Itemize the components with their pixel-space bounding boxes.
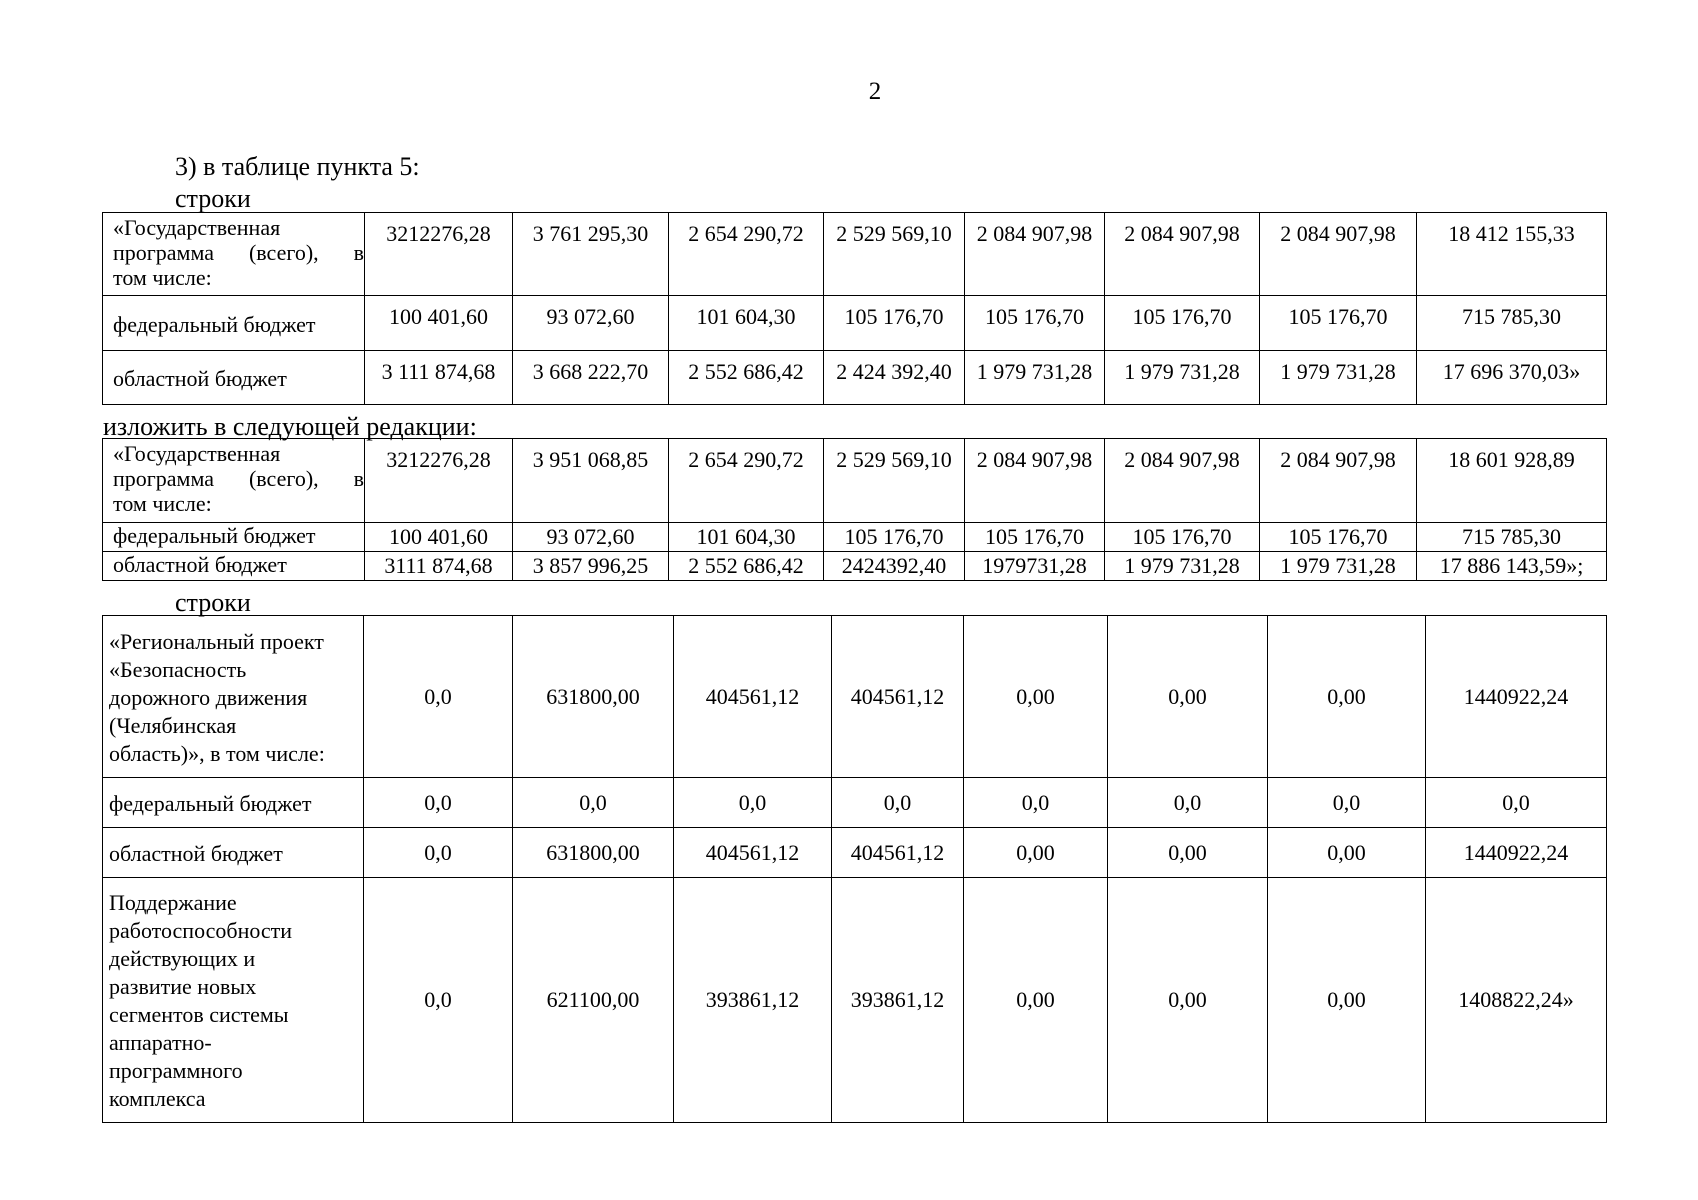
cell-value: 93 072,60 <box>513 296 669 351</box>
cell-value: 0,0 <box>364 616 513 778</box>
page-number: 2 <box>868 78 882 105</box>
cell-value: 2 654 290,72 <box>669 213 824 296</box>
table-row <box>103 439 1607 523</box>
cell-value: 631800,00 <box>513 616 674 778</box>
cell-value: 0,00 <box>964 878 1108 1123</box>
cell-value: 2 424 392,40 <box>824 351 965 405</box>
cell-value: 393861,12 <box>674 878 832 1123</box>
cell-value: 2 654 290,72 <box>669 439 824 523</box>
cell-value: 0,00 <box>1108 616 1268 778</box>
cell-value: 3111 874,68 <box>365 552 513 581</box>
cell-value: 393861,12 <box>832 878 964 1123</box>
cell-value: 2 084 907,98 <box>1105 439 1260 523</box>
cell-value: 715 785,30 <box>1417 523 1607 552</box>
cell-value: 0,00 <box>1268 828 1426 878</box>
cell-value: 101 604,30 <box>669 296 824 351</box>
cell-value: 2 084 907,98 <box>1105 213 1260 296</box>
cell-value: 1979731,28 <box>965 552 1105 581</box>
cell-value: 2 084 907,98 <box>965 213 1105 296</box>
cell-value: 2 552 686,42 <box>669 351 824 405</box>
cell-value: 105 176,70 <box>1105 523 1260 552</box>
row-label: областной бюджет <box>103 552 365 581</box>
cell-value: 0,0 <box>1108 778 1268 828</box>
cell-value: 0,00 <box>1268 878 1426 1123</box>
cell-value: 0,0 <box>364 778 513 828</box>
cell-value: 0,0 <box>1268 778 1426 828</box>
cell-value: 404561,12 <box>674 828 832 878</box>
cell-value: 0,00 <box>1108 878 1268 1123</box>
intro-text: 3) в таблице пункта 5: <box>175 152 420 181</box>
cell-value: 18 601 928,89 <box>1417 439 1607 523</box>
cell-value: 2 529 569,10 <box>824 213 965 296</box>
cell-value: 2 552 686,42 <box>669 552 824 581</box>
cell-value: 0,0 <box>832 778 964 828</box>
cell-value: 621100,00 <box>513 878 674 1123</box>
rows-label-2: строки <box>175 588 251 617</box>
cell-value: 105 176,70 <box>1260 296 1417 351</box>
table-row <box>103 523 1607 552</box>
cell-value: 105 176,70 <box>965 296 1105 351</box>
cell-value: 101 604,30 <box>669 523 824 552</box>
cell-value: 631800,00 <box>513 828 674 878</box>
rows-label-1: строки <box>175 184 251 213</box>
cell-value: 2 084 907,98 <box>1260 213 1417 296</box>
cell-value: 2 529 569,10 <box>824 439 965 523</box>
table-regional-project <box>102 615 1607 1123</box>
table-row <box>103 616 1607 778</box>
table-row <box>103 351 1607 405</box>
cell-value: 3 761 295,30 <box>513 213 669 296</box>
cell-value: 1 979 731,28 <box>1105 351 1260 405</box>
cell-value: 404561,12 <box>832 616 964 778</box>
table-old-values <box>102 212 1607 405</box>
row-label: «Государственная программа (всего), в том числе: <box>103 213 365 296</box>
cell-value: 0,00 <box>1108 828 1268 878</box>
table-row <box>103 778 1607 828</box>
cell-value: 1 979 731,28 <box>1260 351 1417 405</box>
table-row <box>103 213 1607 296</box>
cell-value: 105 176,70 <box>1105 296 1260 351</box>
cell-value: 1440922,24 <box>1426 828 1607 878</box>
replace-text: изложить в следующей редакции: <box>103 412 477 441</box>
cell-value: 93 072,60 <box>513 523 669 552</box>
cell-value: 0,0 <box>513 778 674 828</box>
row-label: «Региональный проект «Безопасность дорожного движения (Челябинская область)», в том числе: <box>103 616 364 778</box>
cell-value: 0,0 <box>964 778 1108 828</box>
cell-value: 0,0 <box>674 778 832 828</box>
cell-value: 105 176,70 <box>824 296 965 351</box>
cell-value: 100 401,60 <box>365 523 513 552</box>
cell-value: 0,00 <box>1268 616 1426 778</box>
cell-value: 404561,12 <box>832 828 964 878</box>
cell-value: 0,0 <box>1426 778 1607 828</box>
cell-value: 1 979 731,28 <box>965 351 1105 405</box>
cell-value: 2 084 907,98 <box>1260 439 1417 523</box>
table-row <box>103 828 1607 878</box>
cell-value: 105 176,70 <box>824 523 965 552</box>
table-row <box>103 296 1607 351</box>
cell-value: 3 951 068,85 <box>513 439 669 523</box>
cell-value: 18 412 155,33 <box>1417 213 1607 296</box>
cell-value: 0,0 <box>364 828 513 878</box>
table-row <box>103 878 1607 1123</box>
cell-value: 2424392,40 <box>824 552 965 581</box>
cell-value: 17 886 143,59»; <box>1417 552 1607 581</box>
row-label: Поддержание работоспособности действующих и развитие новых сегментов системы аппаратно- программного комплекса <box>103 878 364 1123</box>
row-label: «Государственная программа (всего), в том числе: <box>103 439 365 523</box>
cell-value: 0,00 <box>964 828 1108 878</box>
cell-value: 404561,12 <box>674 616 832 778</box>
cell-value: 100 401,60 <box>365 296 513 351</box>
cell-value: 3 857 996,25 <box>513 552 669 581</box>
cell-value: 17 696 370,03» <box>1417 351 1607 405</box>
table-row <box>103 552 1607 581</box>
cell-value: 1440922,24 <box>1426 616 1607 778</box>
table-new-values <box>102 438 1607 581</box>
cell-value: 2 084 907,98 <box>965 439 1105 523</box>
cell-value: 105 176,70 <box>1260 523 1417 552</box>
cell-value: 715 785,30 <box>1417 296 1607 351</box>
row-label: федеральный бюджет <box>103 523 365 552</box>
cell-value: 1408822,24» <box>1426 878 1607 1123</box>
cell-value: 0,0 <box>364 878 513 1123</box>
cell-value: 3 111 874,68 <box>365 351 513 405</box>
row-label: областной бюджет <box>103 351 365 405</box>
cell-value: 105 176,70 <box>965 523 1105 552</box>
cell-value: 3212276,28 <box>365 439 513 523</box>
cell-value: 3 668 222,70 <box>513 351 669 405</box>
row-label: областной бюджет <box>103 828 364 878</box>
row-label: федеральный бюджет <box>103 296 365 351</box>
cell-value: 1 979 731,28 <box>1105 552 1260 581</box>
cell-value: 0,00 <box>964 616 1108 778</box>
row-label: федеральный бюджет <box>103 778 364 828</box>
cell-value: 1 979 731,28 <box>1260 552 1417 581</box>
cell-value: 3212276,28 <box>365 213 513 296</box>
